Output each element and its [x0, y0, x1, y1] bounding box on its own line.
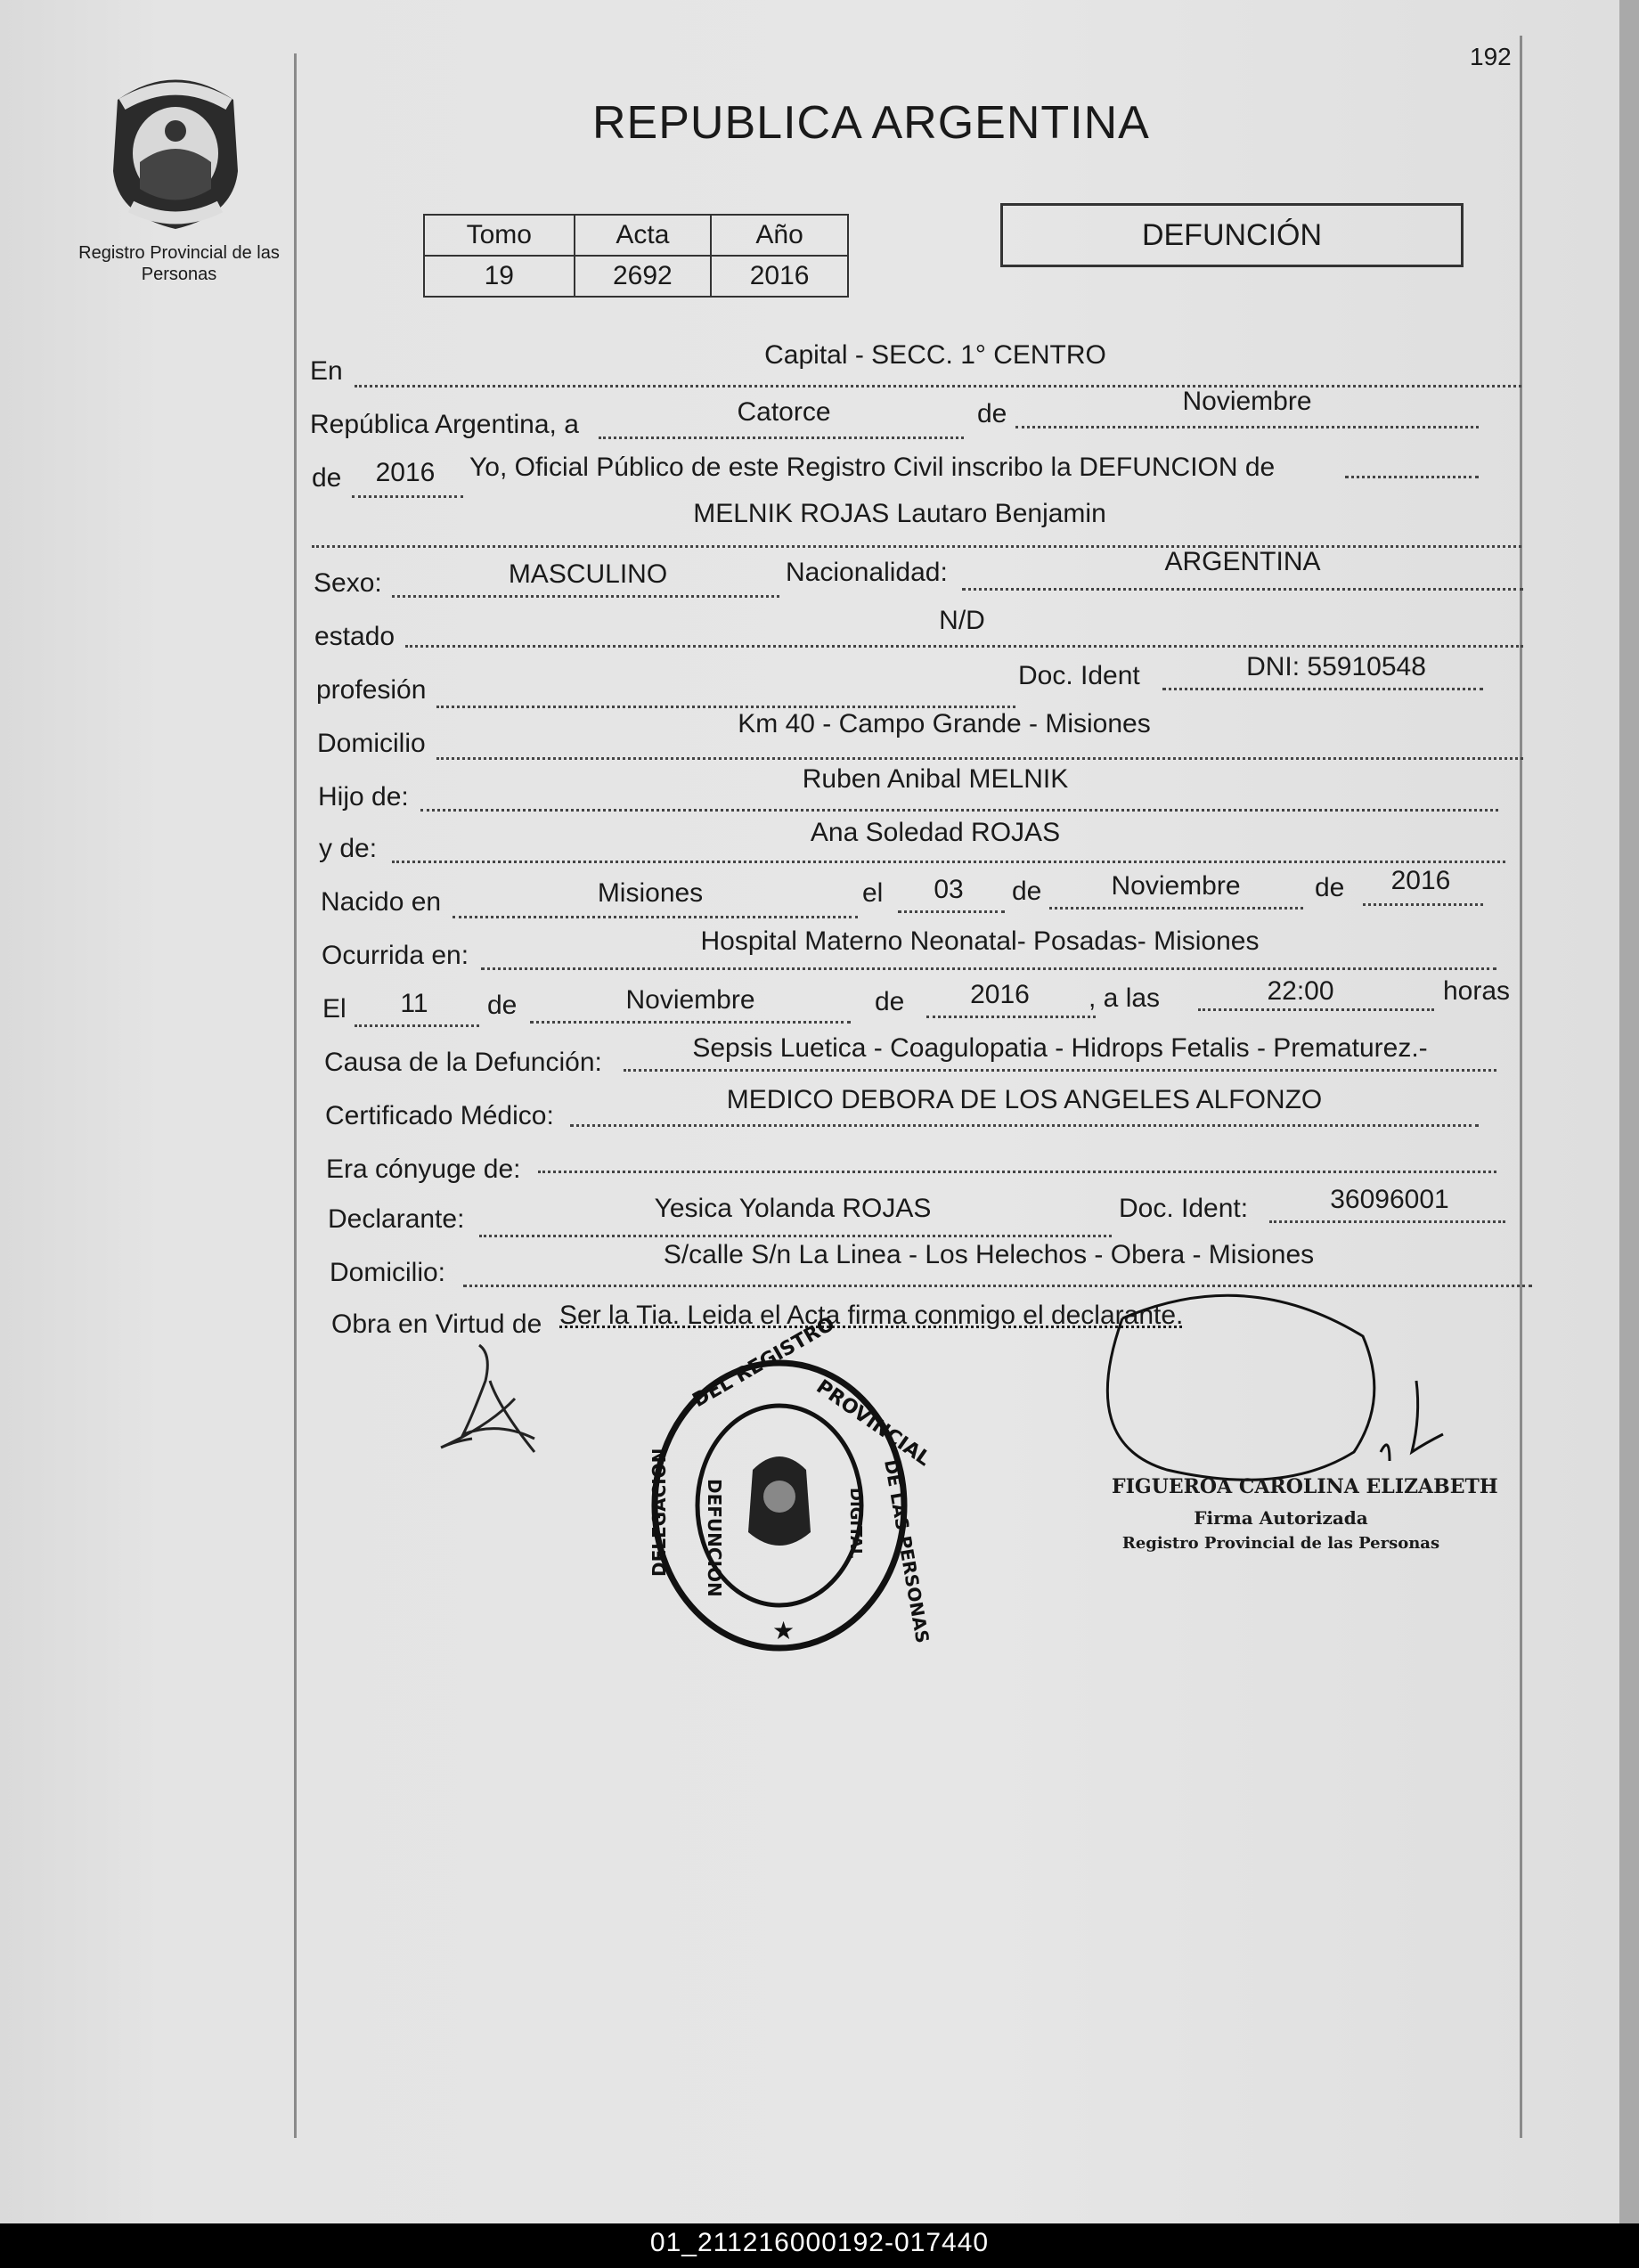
field-doc-ident: DNI: 55910548: [1246, 652, 1426, 681]
label-declarante: Declarante:: [328, 1204, 465, 1234]
field-nacionalidad: ARGENTINA: [1164, 547, 1321, 576]
label-a-las: , a las: [1089, 983, 1161, 1013]
acta-header: Acta: [575, 215, 712, 256]
blank-line: [420, 809, 1498, 812]
field-ocurrida: Hospital Materno Neonatal- Posadas- Misiones: [700, 926, 1260, 956]
anio-value: 2016: [711, 256, 848, 297]
field-nacido-anio: 2016: [1390, 866, 1451, 895]
label-de-d: de: [875, 987, 905, 1016]
official-stamp-icon: [646, 1312, 934, 1657]
blank-line: [926, 1016, 1096, 1018]
right-margin-rule: [1520, 36, 1522, 2138]
label-sexo: Sexo:: [314, 568, 382, 598]
field-mes: Noviembre: [1182, 387, 1312, 416]
label-ocurrida-en: Ocurrida en:: [322, 941, 469, 970]
obra-text: Ser la Tia. Leida el Acta firma conmigo el declarante.: [559, 1301, 1184, 1330]
label-estado: estado: [314, 622, 395, 651]
blank-line: [352, 495, 463, 498]
signer-org: Registro Provincial de las Personas: [1121, 1534, 1440, 1553]
page-title: REPUBLICA ARGENTINA: [592, 97, 1150, 149]
registry-label: Registro Provincial de las Personas: [78, 243, 280, 284]
label-republica: República Argentina, a: [310, 410, 579, 439]
field-certificado: MEDICO DEBORA DE LOS ANGELES ALFONZO: [726, 1085, 1323, 1114]
tomo-header: Tomo: [424, 215, 575, 256]
blank-line: [392, 595, 779, 598]
field-anio: 2016: [375, 458, 436, 487]
label-en: En: [310, 356, 343, 386]
label-certificado: Certificado Médico:: [325, 1101, 554, 1130]
field-nacido-lugar: Misiones: [597, 878, 704, 908]
label-yo-oficial: Yo, Oficial Público de este Registro Civil inscribo la DEFUNCION de: [469, 453, 1276, 482]
field-domicilio: Km 40 - Campo Grande - Misiones: [738, 709, 1151, 738]
label-de-c: de: [487, 991, 518, 1020]
blank-line: [1015, 426, 1479, 428]
declarant-signature-icon: [436, 1336, 552, 1461]
label-el-cap: El: [322, 994, 347, 1024]
blank-line: [1162, 688, 1483, 690]
blank-line: [530, 1021, 851, 1024]
blank-line: [538, 1171, 1496, 1173]
svg-text:DEFUNCION: DEFUNCION: [704, 1479, 725, 1597]
blank-line: [599, 436, 964, 439]
record-table: [423, 214, 849, 298]
field-declarante-domicilio: S/calle S/n La Linea - Los Helechos - Obera - Misiones: [663, 1240, 1315, 1269]
blank-line: [1345, 476, 1479, 478]
label-nacionalidad: Nacionalidad:: [786, 558, 948, 587]
document-id: 01_211216000192-017440: [649, 2228, 990, 2257]
blank-line: [1049, 907, 1303, 910]
blank-line: [1269, 1220, 1505, 1223]
label-profesion: profesión: [316, 675, 427, 705]
field-nacido-mes: Noviembre: [1111, 871, 1241, 901]
svg-text:DIGITAL: DIGITAL: [846, 1488, 865, 1559]
signer-name: FIGUEROA CAROLINA ELIZABETH: [1112, 1475, 1498, 1498]
blank-line: [624, 1069, 1496, 1072]
blank-line: [481, 967, 1496, 970]
svg-text:DELEGACION: DELEGACION: [648, 1448, 670, 1577]
label-causa: Causa de la Defunción:: [324, 1048, 602, 1077]
blank-line: [355, 1024, 479, 1027]
svg-text:DE LAS PERSONAS: DE LAS PERSONAS: [880, 1457, 934, 1645]
label-de2: de: [312, 463, 342, 493]
blank-line: [405, 645, 1523, 648]
field-declarante-doc: 36096001: [1330, 1185, 1449, 1214]
field-def-hora: 22:00: [1267, 976, 1334, 1006]
field-def-dia: 11: [400, 989, 428, 1018]
blank-line: [898, 910, 1005, 913]
page-number: 192: [1470, 43, 1512, 70]
field-nombre: MELNIK ROJAS Lautaro Benjamin: [693, 499, 1106, 528]
label-nacido-en: Nacido en: [321, 887, 442, 917]
field-def-anio: 2016: [970, 980, 1030, 1009]
svg-text:★: ★: [772, 1617, 795, 1644]
left-margin-rule: [294, 53, 297, 2138]
blank-line: [436, 706, 1015, 708]
page-edge: [1619, 0, 1639, 2223]
label-doc-ident2: Doc. Ident:: [1119, 1194, 1249, 1223]
label-domicilio2: Domicilio:: [330, 1258, 446, 1287]
label-el: el: [862, 878, 884, 908]
label-y-de: y de:: [319, 834, 378, 863]
label-de-a: de: [1012, 877, 1042, 906]
label-de: de: [977, 399, 1007, 428]
field-def-mes: Noviembre: [625, 985, 755, 1015]
label-horas: horas: [1443, 976, 1511, 1006]
field-causa: Sepsis Luetica - Coagulopatia - Hidrops Fetalis - Prematurez.-: [692, 1033, 1428, 1063]
field-estado: N/D: [939, 606, 985, 635]
svg-text:PROVINCIAL: PROVINCIAL: [811, 1375, 934, 1472]
blank-line: [453, 916, 858, 918]
province-emblem-icon: [100, 64, 251, 233]
field-sexo: MASCULINO: [508, 559, 668, 589]
label-de-b: de: [1315, 873, 1345, 902]
label-obra-prefix: Obra en Virtud de: [331, 1309, 542, 1339]
blank-line: [479, 1235, 1112, 1237]
field-lugar: Capital - SECC. 1° CENTRO: [764, 340, 1106, 370]
document-type-box: DEFUNCIÓN: [1000, 203, 1464, 267]
label-hijo-de: Hijo de:: [318, 782, 409, 812]
acta-value: 2692: [575, 256, 712, 297]
field-declarante: Yesica Yolanda ROJAS: [654, 1194, 932, 1223]
svg-text:DEL REGISTRO: DEL REGISTRO: [689, 1312, 839, 1413]
blank-line: [392, 861, 1505, 863]
field-nacido-dia: 03: [934, 875, 964, 904]
label-domicilio: Domicilio: [317, 729, 426, 758]
field-padre: Ruben Anibal MELNIK: [802, 764, 1069, 794]
blank-line: [962, 588, 1523, 591]
field-madre: Ana Soledad ROJAS: [810, 818, 1061, 847]
tomo-value: 19: [424, 256, 575, 297]
signer-role: Firma Autorizada: [1194, 1507, 1368, 1529]
label-doc-ident: Doc. Ident: [1018, 661, 1140, 690]
blank-line: [436, 757, 1523, 760]
field-dia: Catorce: [737, 397, 831, 427]
anio-header: Año: [711, 215, 848, 256]
label-conyuge: Era cónyuge de:: [326, 1154, 521, 1184]
blank-line: [1363, 903, 1483, 906]
blank-line: [1198, 1008, 1434, 1011]
blank-line: [570, 1124, 1479, 1127]
